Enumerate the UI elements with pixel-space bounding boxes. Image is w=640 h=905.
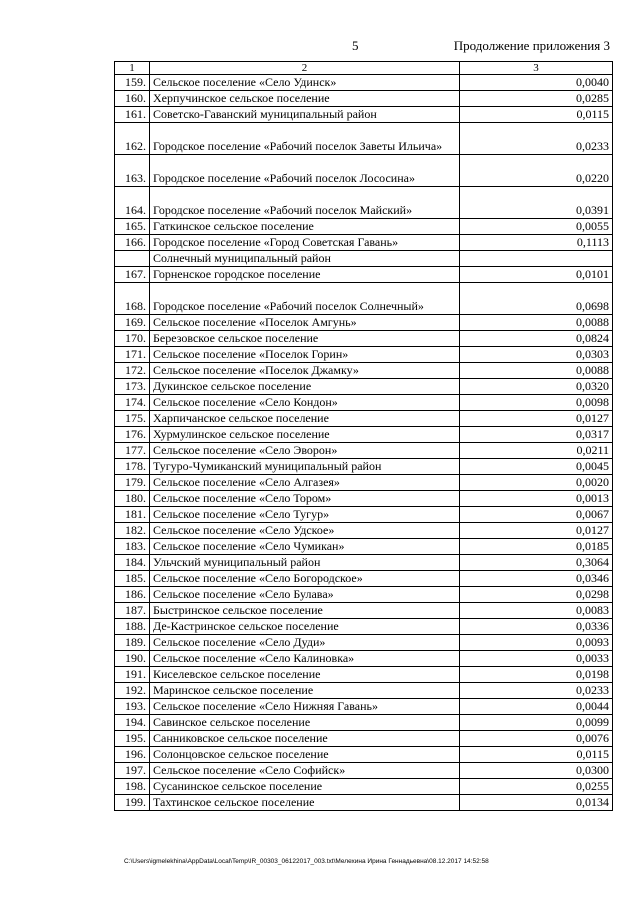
row-name: Советско-Гаванский муниципальный район [150,107,460,123]
row-value: 0,0088 [460,363,613,379]
row-name: Солнечный муниципальный район [150,251,460,267]
row-value: 0,0083 [460,603,613,619]
row-number: 165. [115,219,150,235]
row-number: 166. [115,235,150,251]
table-row [115,651,613,667]
table-row [115,731,613,747]
row-name: Тугуро-Чумиканский муниципальный район [150,459,460,475]
row-name: Городское поселение «Рабочий поселок Майский» [150,187,460,219]
table-row [115,555,613,571]
table-row [115,747,613,763]
row-value: 0,0115 [460,747,613,763]
table-row [115,475,613,491]
row-number: 187. [115,603,150,619]
row-value: 0,1113 [460,235,613,251]
table-row [115,315,613,331]
table-row [115,523,613,539]
row-number: 196. [115,747,150,763]
row-value: 0,0040 [460,75,613,91]
row-name: Сельское поселение «Село Софийск» [150,763,460,779]
table-row [115,347,613,363]
document-footer-path: C:\Users\igmelekhina\AppData\Local\Temp\IR_00303_06122017_003.txt\Мелехина Ирина Геннадьевна\08.12.2017 14:52:58 [124,858,489,865]
row-number: 194. [115,715,150,731]
table-row [115,363,613,379]
row-number [115,251,150,267]
row-number: 161. [115,107,150,123]
row-number: 174. [115,395,150,411]
row-name: Тахтинское сельское поселение [150,795,460,811]
row-number: 183. [115,539,150,555]
allocation-table [114,61,613,811]
table-row [115,235,613,251]
page-number: 5 [352,38,359,53]
table-row [115,539,613,555]
table-row [115,395,613,411]
row-value: 0,0698 [460,283,613,315]
row-name: Горненское городское поселение [150,267,460,283]
row-value: 0,0101 [460,267,613,283]
table-row [115,603,613,619]
row-number: 173. [115,379,150,395]
table-row [115,219,613,235]
table-row [115,427,613,443]
row-name: Сельское поселение «Село Кондон» [150,395,460,411]
row-number: 191. [115,667,150,683]
row-name: Сельское поселение «Село Богородское» [150,571,460,587]
row-name: Де-Кастринское сельское поселение [150,619,460,635]
row-value: 0,0320 [460,379,613,395]
row-number: 169. [115,315,150,331]
row-name: Сельское поселение «Село Чумикан» [150,539,460,555]
row-value: 0,0336 [460,619,613,635]
row-number: 177. [115,443,150,459]
row-name: Сельское поселение «Село Удское» [150,523,460,539]
row-name: Солонцовское сельское поселение [150,747,460,763]
table-row [115,763,613,779]
row-number: 172. [115,363,150,379]
row-name: Сельское поселение «Село Тугур» [150,507,460,523]
row-value: 0,0134 [460,795,613,811]
table-row [115,443,613,459]
row-name: Сусанинское сельское поселение [150,779,460,795]
table-header-row [115,62,613,75]
row-name: Дукинское сельское поселение [150,379,460,395]
page-caption: Продолжение приложения 3 [453,38,610,53]
row-number: 175. [115,411,150,427]
table-row [115,587,613,603]
row-number: 160. [115,91,150,107]
table-row [115,187,613,219]
row-value: 0,0285 [460,91,613,107]
table-row [115,75,613,91]
row-number: 184. [115,555,150,571]
row-number: 185. [115,571,150,587]
row-name: Сельское поселение «Село Тором» [150,491,460,507]
row-name: Херпучинское сельское поселение [150,91,460,107]
row-name: Харпичанское сельское поселение [150,411,460,427]
table-row [115,411,613,427]
row-value [460,251,613,267]
row-name: Городское поселение «Рабочий поселок Солнечный» [150,283,460,315]
row-value: 0,0303 [460,347,613,363]
row-value: 0,0346 [460,571,613,587]
column-header: 2 [150,62,460,75]
table-row [115,123,613,155]
table-row [115,155,613,187]
table-row [115,795,613,811]
row-value: 0,0013 [460,491,613,507]
table-row [115,779,613,795]
table-row [115,715,613,731]
row-number: 188. [115,619,150,635]
row-name: Киселевское сельское поселение [150,667,460,683]
row-value: 0,0391 [460,187,613,219]
row-name: Хурмулинское сельское поселение [150,427,460,443]
table-row [115,571,613,587]
table-row [115,251,613,267]
row-name: Гаткинское сельское поселение [150,219,460,235]
row-number: 168. [115,283,150,315]
row-name: Сельское поселение «Село Удинск» [150,75,460,91]
table-row [115,331,613,347]
row-value: 0,0067 [460,507,613,523]
row-number: 181. [115,507,150,523]
row-name: Городское поселение «Рабочий поселок Лососина» [150,155,460,187]
row-value: 0,0233 [460,683,613,699]
table-row [115,699,613,715]
table-row [115,91,613,107]
row-value: 0,0198 [460,667,613,683]
row-value: 0,0020 [460,475,613,491]
row-name: Савинское сельское поселение [150,715,460,731]
row-number: 182. [115,523,150,539]
table-row [115,619,613,635]
row-number: 171. [115,347,150,363]
row-name: Санниковское сельское поселение [150,731,460,747]
row-name: Городское поселение «Город Советская Гавань» [150,235,460,251]
row-number: 162. [115,123,150,155]
row-number: 180. [115,491,150,507]
row-value: 0,0045 [460,459,613,475]
row-value: 0,0088 [460,315,613,331]
row-value: 0,0033 [460,651,613,667]
table-row [115,507,613,523]
row-number: 170. [115,331,150,347]
row-number: 199. [115,795,150,811]
row-value: 0,3064 [460,555,613,571]
row-name: Сельское поселение «Поселок Амгунь» [150,315,460,331]
row-value: 0,0185 [460,539,613,555]
row-number: 178. [115,459,150,475]
row-number: 164. [115,187,150,219]
row-value: 0,0255 [460,779,613,795]
column-header: 1 [115,62,150,75]
row-value: 0,0220 [460,155,613,187]
row-number: 189. [115,635,150,651]
row-value: 0,0824 [460,331,613,347]
row-name: Сельское поселение «Поселок Джамку» [150,363,460,379]
row-name: Городское поселение «Рабочий поселок Заветы Ильича» [150,123,460,155]
table-row [115,491,613,507]
row-number: 159. [115,75,150,91]
row-name: Сельское поселение «Село Алгазея» [150,475,460,491]
row-name: Маринское сельское поселение [150,683,460,699]
table-row [115,107,613,123]
row-value: 0,0099 [460,715,613,731]
row-value: 0,0127 [460,523,613,539]
row-number: 176. [115,427,150,443]
row-value: 0,0317 [460,427,613,443]
table-row [115,379,613,395]
row-name: Березовское сельское поселение [150,331,460,347]
row-value: 0,0211 [460,443,613,459]
row-value: 0,0076 [460,731,613,747]
row-value: 0,0093 [460,635,613,651]
row-value: 0,0055 [460,219,613,235]
row-value: 0,0044 [460,699,613,715]
row-number: 179. [115,475,150,491]
row-name: Ульчский муниципальный район [150,555,460,571]
row-number: 193. [115,699,150,715]
row-number: 167. [115,267,150,283]
row-number: 198. [115,779,150,795]
row-number: 192. [115,683,150,699]
column-header: 3 [460,62,613,75]
row-name: Быстринское сельское поселение [150,603,460,619]
table-row [115,283,613,315]
table-row [115,667,613,683]
row-name: Сельское поселение «Село Калиновка» [150,651,460,667]
table-row [115,683,613,699]
row-value: 0,0298 [460,587,613,603]
row-name: Сельское поселение «Поселок Горин» [150,347,460,363]
table-row [115,267,613,283]
table-row [115,635,613,651]
row-number: 186. [115,587,150,603]
row-number: 163. [115,155,150,187]
row-value: 0,0300 [460,763,613,779]
row-number: 195. [115,731,150,747]
row-name: Сельское поселение «Село Дуди» [150,635,460,651]
row-value: 0,0098 [460,395,613,411]
row-value: 0,0127 [460,411,613,427]
row-name: Сельское поселение «Село Нижняя Гавань» [150,699,460,715]
table-row [115,459,613,475]
row-value: 0,0233 [460,123,613,155]
row-name: Сельское поселение «Село Эворон» [150,443,460,459]
row-name: Сельское поселение «Село Булава» [150,587,460,603]
row-number: 190. [115,651,150,667]
row-value: 0,0115 [460,107,613,123]
row-number: 197. [115,763,150,779]
